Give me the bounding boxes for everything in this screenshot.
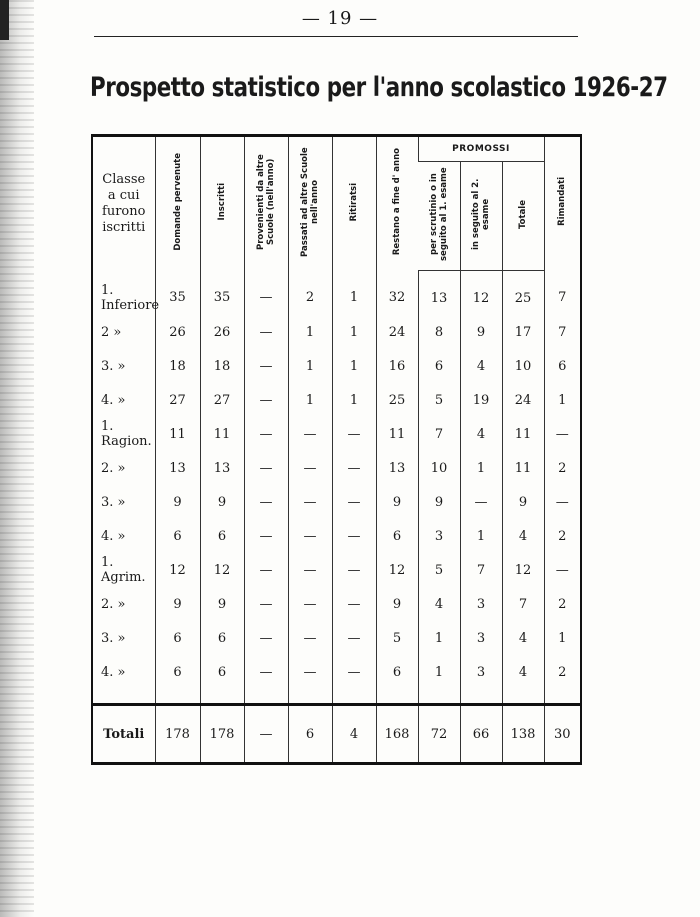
- cell-inscritti: 12: [200, 553, 244, 587]
- header-rimandati: [544, 136, 581, 271]
- cell-provenienti: —: [244, 621, 288, 655]
- cell-promossi-totale: 4: [502, 655, 544, 689]
- cell-passati: —: [288, 451, 332, 485]
- header-classe-line: iscritti: [102, 219, 146, 235]
- cell-promossi-secondo: 3: [460, 655, 502, 689]
- header-rimandati-label: Rimandati: [557, 177, 568, 227]
- cell-inscritti: 6: [200, 519, 244, 553]
- cell-provenienti: —: [244, 587, 288, 621]
- cell-rimandati: 2: [544, 451, 581, 485]
- cell-provenienti: —: [244, 271, 288, 316]
- cell-promossi-totale: 10: [502, 349, 544, 383]
- cell-provenienti: —: [244, 383, 288, 417]
- header-restano-label: Restano a fine d' anno: [392, 148, 402, 256]
- cell-provenienti: —: [244, 349, 288, 383]
- cell-passati: 1: [288, 315, 332, 349]
- cell-ritirati: —: [332, 587, 376, 621]
- cell-rimandati: 2: [544, 519, 581, 553]
- cell-classe: 4. »: [101, 392, 126, 408]
- cell-promossi-secondo: —: [460, 485, 502, 519]
- cell-domande: 12: [155, 553, 200, 587]
- table-row: [92, 553, 581, 587]
- cell-ritirati: 1: [332, 271, 376, 316]
- cell-rimandati: —: [544, 485, 581, 519]
- cell-passati: —: [288, 655, 332, 689]
- cell-provenienti: —: [244, 485, 288, 519]
- statistics-table: [91, 134, 582, 765]
- cell-provenienti: —: [244, 315, 288, 349]
- cell-ritirati: —: [332, 655, 376, 689]
- cell-provenienti: —: [244, 417, 288, 451]
- table-body: [92, 271, 581, 764]
- cell-restano: 9: [376, 485, 418, 519]
- header-classe-line: Classe: [102, 171, 146, 187]
- cell-promossi-scrutinio: 6: [418, 349, 460, 383]
- cell-promossi-secondo: 1: [460, 451, 502, 485]
- total-rimandati: 30: [544, 705, 581, 764]
- scan-edge-mark: [0, 0, 9, 40]
- cell-promossi-secondo: 12: [460, 271, 502, 316]
- cell-restano: 9: [376, 587, 418, 621]
- cell-promossi-scrutinio: 10: [418, 451, 460, 485]
- table-row: [92, 519, 581, 553]
- cell-classe: 4. »: [101, 664, 126, 680]
- cell-ritirati: —: [332, 621, 376, 655]
- cell-restano: 13: [376, 451, 418, 485]
- total-classe: Totali: [92, 705, 155, 764]
- cell-provenienti: —: [244, 553, 288, 587]
- spacer-cell: [332, 689, 376, 705]
- cell-promossi-totale: 24: [502, 383, 544, 417]
- cell-provenienti: —: [244, 655, 288, 689]
- cell-promossi-totale: 25: [502, 271, 544, 316]
- cell-domande: 6: [155, 519, 200, 553]
- cell-classe: 2. »: [101, 596, 126, 612]
- cell-inscritti: 9: [200, 587, 244, 621]
- cell-ritirati: —: [332, 553, 376, 587]
- cell-inscritti: 18: [200, 349, 244, 383]
- cell-inscritti: 6: [200, 655, 244, 689]
- header-provenienti: [244, 136, 288, 271]
- cell-promossi-scrutinio: 3: [418, 519, 460, 553]
- cell-promossi-scrutinio: 1: [418, 621, 460, 655]
- cell-promossi-totale: 4: [502, 519, 544, 553]
- totals-row: [92, 705, 581, 764]
- cell-inscritti: 13: [200, 451, 244, 485]
- header-classe-line: furono: [102, 203, 146, 219]
- spacer-cell: [502, 689, 544, 705]
- cell-promossi-scrutinio: 9: [418, 485, 460, 519]
- cell-restano: 5: [376, 621, 418, 655]
- header-promossi-totale-label: Totale: [518, 199, 528, 229]
- header-classe: [92, 136, 155, 271]
- cell-promossi-secondo: 4: [460, 417, 502, 451]
- header-promossi-group: PROMOSSI: [418, 136, 544, 162]
- cell-passati: —: [288, 587, 332, 621]
- spacer-cell: [460, 689, 502, 705]
- total-inscritti: 178: [200, 705, 244, 764]
- cell-promossi-secondo: 1: [460, 519, 502, 553]
- cell-provenienti: —: [244, 519, 288, 553]
- cell-domande: 9: [155, 485, 200, 519]
- cell-passati: —: [288, 417, 332, 451]
- cell-passati: 2: [288, 271, 332, 316]
- header-restano: [376, 136, 418, 271]
- header-classe-line: a cui: [107, 187, 140, 203]
- cell-passati: —: [288, 553, 332, 587]
- spacer-cell: [376, 689, 418, 705]
- cell-rimandati: 2: [544, 655, 581, 689]
- cell-classe: 1. Ragion.: [101, 419, 152, 449]
- cell-promossi-scrutinio: 13: [418, 271, 460, 316]
- table-row: [92, 417, 581, 451]
- header-promossi-totale: [502, 162, 544, 271]
- header-passati: [288, 136, 332, 271]
- table-row: [92, 587, 581, 621]
- header-promossi-scrutinio: [418, 162, 460, 271]
- cell-domande: 18: [155, 349, 200, 383]
- cell-rimandati: 1: [544, 383, 581, 417]
- cell-rimandati: —: [544, 553, 581, 587]
- cell-domande: 35: [155, 271, 200, 316]
- cell-promossi-totale: 11: [502, 417, 544, 451]
- total-restano: 168: [376, 705, 418, 764]
- row-spacer: [92, 689, 581, 705]
- cell-restano: 32: [376, 271, 418, 316]
- cell-domande: 6: [155, 655, 200, 689]
- cell-domande: 26: [155, 315, 200, 349]
- cell-classe: 3. »: [101, 358, 126, 374]
- cell-ritirati: —: [332, 417, 376, 451]
- cell-restano: 24: [376, 315, 418, 349]
- table-row: [92, 485, 581, 519]
- cell-restano: 12: [376, 553, 418, 587]
- total-ritirati: 4: [332, 705, 376, 764]
- spacer-cell: [155, 689, 200, 705]
- spacer-cell: [92, 689, 155, 705]
- cell-classe: 3. »: [101, 494, 126, 510]
- cell-promossi-secondo: 9: [460, 315, 502, 349]
- cell-restano: 25: [376, 383, 418, 417]
- cell-promossi-secondo: 3: [460, 587, 502, 621]
- cell-ritirati: 1: [332, 383, 376, 417]
- spacer-cell: [418, 689, 460, 705]
- header-promossi-scrutinio-label: per scrutinio o in seguito al 1. esame: [428, 167, 449, 261]
- cell-passati: 1: [288, 349, 332, 383]
- total-provenienti: —: [244, 705, 288, 764]
- cell-ritirati: —: [332, 451, 376, 485]
- cell-promossi-totale: 4: [502, 621, 544, 655]
- spacer-cell: [200, 689, 244, 705]
- spacer-cell: [244, 689, 288, 705]
- cell-restano: 11: [376, 417, 418, 451]
- cell-passati: —: [288, 519, 332, 553]
- cell-domande: 9: [155, 587, 200, 621]
- page-title: Prospetto statistico per l'anno scolastico 1926-27: [90, 72, 668, 103]
- cell-classe: 4. »: [101, 528, 126, 544]
- table-row: [92, 349, 581, 383]
- cell-promossi-scrutinio: 4: [418, 587, 460, 621]
- header-inscritti: [200, 136, 244, 271]
- cell-inscritti: 6: [200, 621, 244, 655]
- header-domande: [155, 136, 200, 271]
- cell-rimandati: 7: [544, 271, 581, 316]
- cell-rimandati: 6: [544, 349, 581, 383]
- cell-inscritti: 9: [200, 485, 244, 519]
- spacer-cell: [544, 689, 581, 705]
- header-ritirati-label: Ritiratsi: [349, 182, 359, 221]
- cell-promossi-scrutinio: 5: [418, 553, 460, 587]
- cell-classe: 1. Inferiore: [101, 282, 160, 313]
- header-passati-label: Passati ad altre Scuole nell'anno: [300, 146, 320, 257]
- table-row: [92, 451, 581, 485]
- cell-ritirati: —: [332, 519, 376, 553]
- table-row: [92, 315, 581, 349]
- cell-classe: 2 »: [101, 324, 122, 340]
- total-promossi-secondo: 66: [460, 705, 502, 764]
- cell-inscritti: 26: [200, 315, 244, 349]
- cell-ritirati: 1: [332, 315, 376, 349]
- cell-promossi-scrutinio: 1: [418, 655, 460, 689]
- cell-promossi-totale: 17: [502, 315, 544, 349]
- cell-promossi-totale: 12: [502, 553, 544, 587]
- cell-restano: 6: [376, 519, 418, 553]
- cell-promossi-scrutinio: 7: [418, 417, 460, 451]
- cell-ritirati: —: [332, 485, 376, 519]
- cell-provenienti: —: [244, 451, 288, 485]
- cell-passati: —: [288, 621, 332, 655]
- cell-passati: —: [288, 485, 332, 519]
- cell-promossi-secondo: 3: [460, 621, 502, 655]
- total-domande: 178: [155, 705, 200, 764]
- table-row: [92, 271, 581, 316]
- cell-classe: 1. Agrim.: [101, 555, 146, 585]
- cell-promossi-secondo: 19: [460, 383, 502, 417]
- page-number: — 19 —: [301, 8, 379, 29]
- cell-passati: 1: [288, 383, 332, 417]
- cell-promossi-secondo: 4: [460, 349, 502, 383]
- cell-promossi-secondo: 7: [460, 553, 502, 587]
- table-row: [92, 383, 581, 417]
- spacer-cell: [288, 689, 332, 705]
- total-promossi-totale: 138: [502, 705, 544, 764]
- cell-restano: 16: [376, 349, 418, 383]
- header-domande-label: Domande pervenute: [172, 152, 183, 251]
- table-row: [92, 655, 581, 689]
- cell-rimandati: 1: [544, 621, 581, 655]
- header-promossi-secondo: [460, 162, 502, 271]
- cell-promossi-totale: 7: [502, 587, 544, 621]
- cell-ritirati: 1: [332, 349, 376, 383]
- cell-domande: 13: [155, 451, 200, 485]
- cell-rimandati: —: [544, 417, 581, 451]
- cell-promossi-totale: 9: [502, 485, 544, 519]
- cell-classe: 3. »: [101, 630, 126, 646]
- header-ritirati: [332, 136, 376, 271]
- total-promossi-scrutinio: 72: [418, 705, 460, 764]
- cell-rimandati: 2: [544, 587, 581, 621]
- cell-inscritti: 11: [200, 417, 244, 451]
- header-inscritti-label: Inscritti: [217, 183, 227, 221]
- cell-promossi-totale: 11: [502, 451, 544, 485]
- header-promossi-secondo-label: in seguito al 2. esame: [471, 178, 491, 250]
- cell-restano: 6: [376, 655, 418, 689]
- cell-domande: 11: [155, 417, 200, 451]
- header-rule: [94, 36, 578, 37]
- total-passati: 6: [288, 705, 332, 764]
- cell-promossi-scrutinio: 5: [418, 383, 460, 417]
- cell-domande: 6: [155, 621, 200, 655]
- cell-inscritti: 27: [200, 383, 244, 417]
- cell-promossi-scrutinio: 8: [418, 315, 460, 349]
- cell-classe: 2. »: [101, 460, 126, 476]
- header-provenienti-label: Provenienti da altre Scuole (nell'anno): [256, 153, 276, 250]
- cell-inscritti: 35: [200, 271, 244, 316]
- cell-rimandati: 7: [544, 315, 581, 349]
- scanned-page-edge: [0, 0, 34, 917]
- cell-domande: 27: [155, 383, 200, 417]
- table-row: [92, 621, 581, 655]
